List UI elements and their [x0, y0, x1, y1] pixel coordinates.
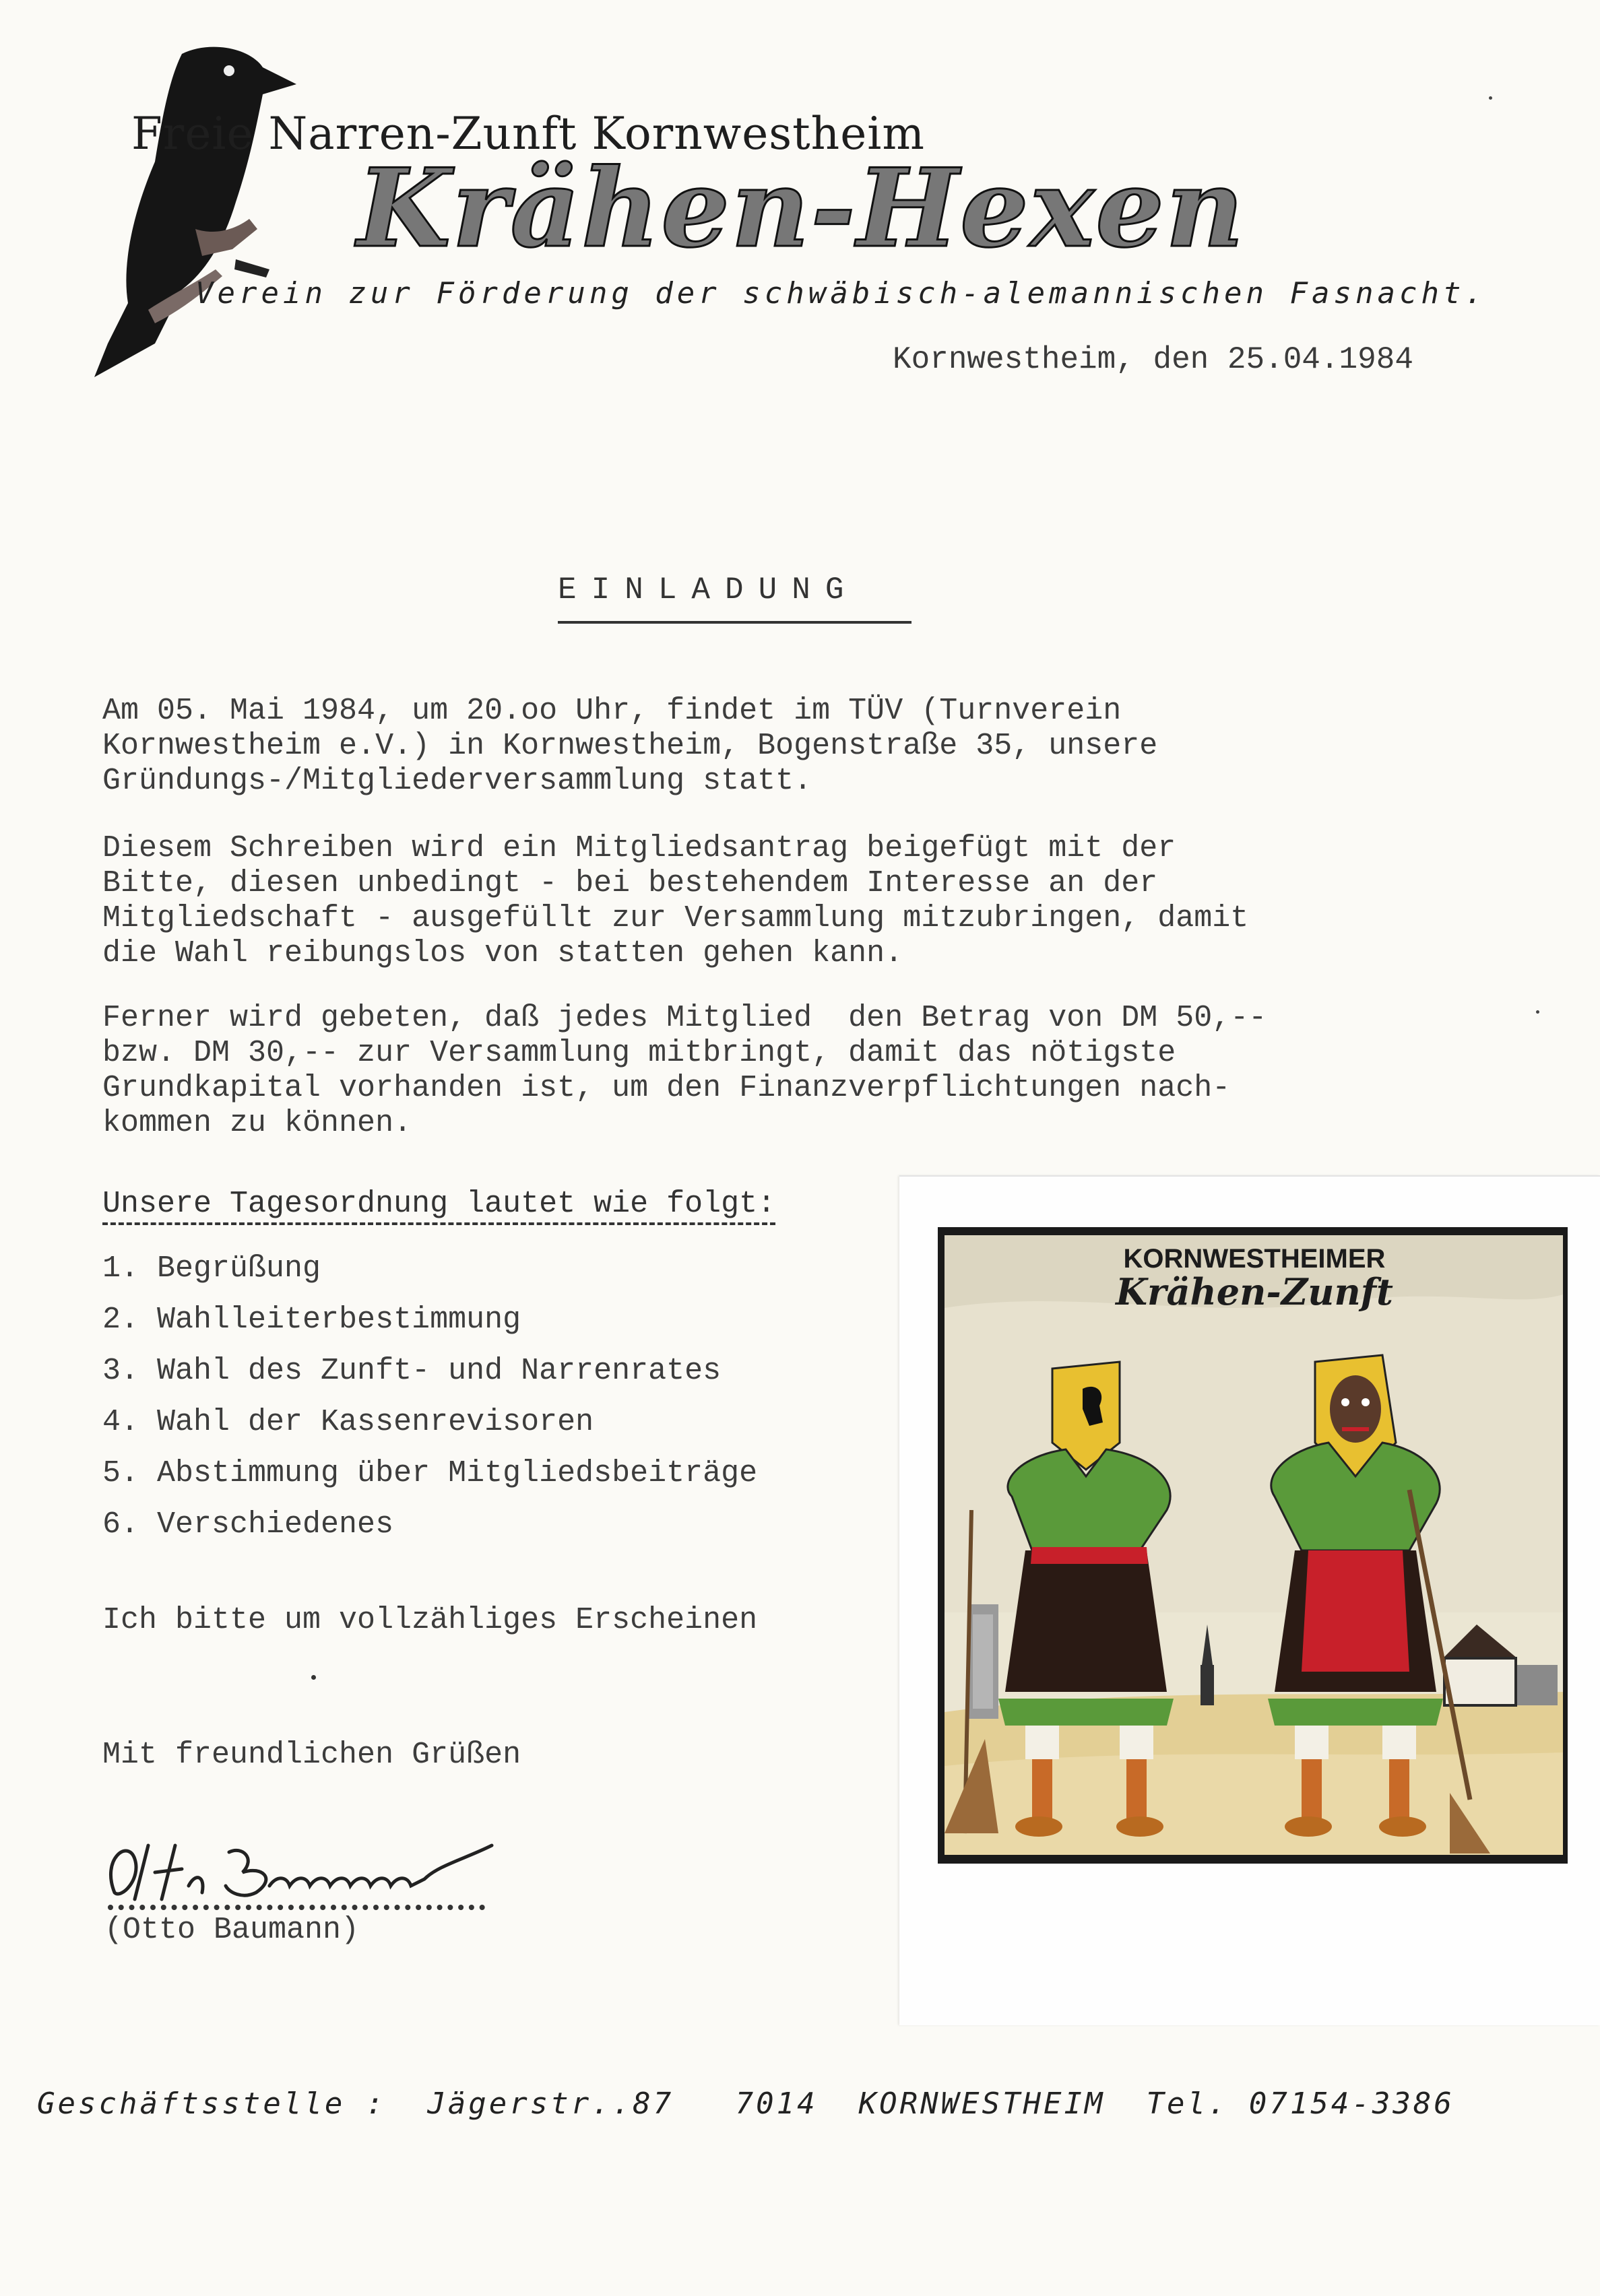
paragraph-fee: Ferner wird gebeten, daß jedes Mitglied den Betrag von DM 50,-- bzw. DM 30,-- zur Versammlung mitbringt, damit das nötigste Grundkapital vorhanden ist, um den Finanzverpflichtungen nach- kommen zu können. [102, 1001, 1267, 1140]
footer-address: Geschäftsstelle : Jägerstr..87 7014 KORNWESTHEIM Tel. 07154-3386 [37, 2087, 1454, 2121]
title-underline [558, 621, 911, 624]
agenda-list [102, 1251, 757, 1559]
club-subtitle: Verein zur Förderung der schwäbisch-alemannischen Fasnacht. [195, 276, 1487, 310]
paragraph-application: Diesem Schreiben wird ein Mitgliedsantrag beigefügt mit der Bitte, diesen unbedingt - bei bestehendem Interesse an der Mitgliedschaft - ausgefüllt zur Versammlung mitzubringen, damit die Wahl reibungslos von statten gehen kann. [102, 831, 1249, 971]
club-title: Krähen-Hexen [357, 145, 1246, 271]
agenda-heading: Unsere Tagesordnung lautet wie folgt: [102, 1187, 775, 1225]
signer-name: (Otto Baumann) [104, 1913, 360, 1947]
agenda-item: 6. Verschiedenes [102, 1507, 394, 1542]
closing-greeting: Mit freundlichen Grüßen [102, 1738, 521, 1772]
club-name-line: Freie Narren-Zunft Kornwestheim [131, 108, 925, 160]
agenda-item: 4. Wahl der Kassenrevisoren [102, 1405, 594, 1439]
date-line: Kornwestheim, den 25.04.1984 [893, 342, 1413, 377]
crow-logo [81, 27, 364, 391]
stray-mark [1489, 96, 1492, 100]
letter-title: EINLADUNG [558, 572, 859, 608]
closing-request: Ich bitte um vollzähliges Erscheinen [102, 1603, 758, 1637]
sign-line-2: Krähen-Zunft [1116, 1270, 1393, 1313]
stray-mark [1536, 1010, 1539, 1014]
sign-line-1: KORNWESTHEIMER [1123, 1244, 1386, 1274]
paragraph-meeting: Am 05. Mai 1984, um 20.oo Uhr, findet im TÜV (Turnverein Kornwestheim e.V.) in Kornwestheim, Bogenstraße 35, unsere Gründungs-/Mitgliederversammlung statt. [102, 694, 1158, 798]
signature-dotted-line [108, 1901, 485, 1910]
agenda-item: 2. Wahlleiterbestimmung [102, 1303, 521, 1337]
witch-painting-photo [938, 1227, 1568, 1864]
agenda-item: 3. Wahl des Zunft- und Narrenrates [102, 1354, 722, 1388]
stray-dot [311, 1675, 316, 1680]
agenda-item: 5. Abstimmung über Mitgliedsbeiträge [102, 1456, 758, 1490]
agenda-item: 1. Begrüßung [102, 1251, 321, 1286]
